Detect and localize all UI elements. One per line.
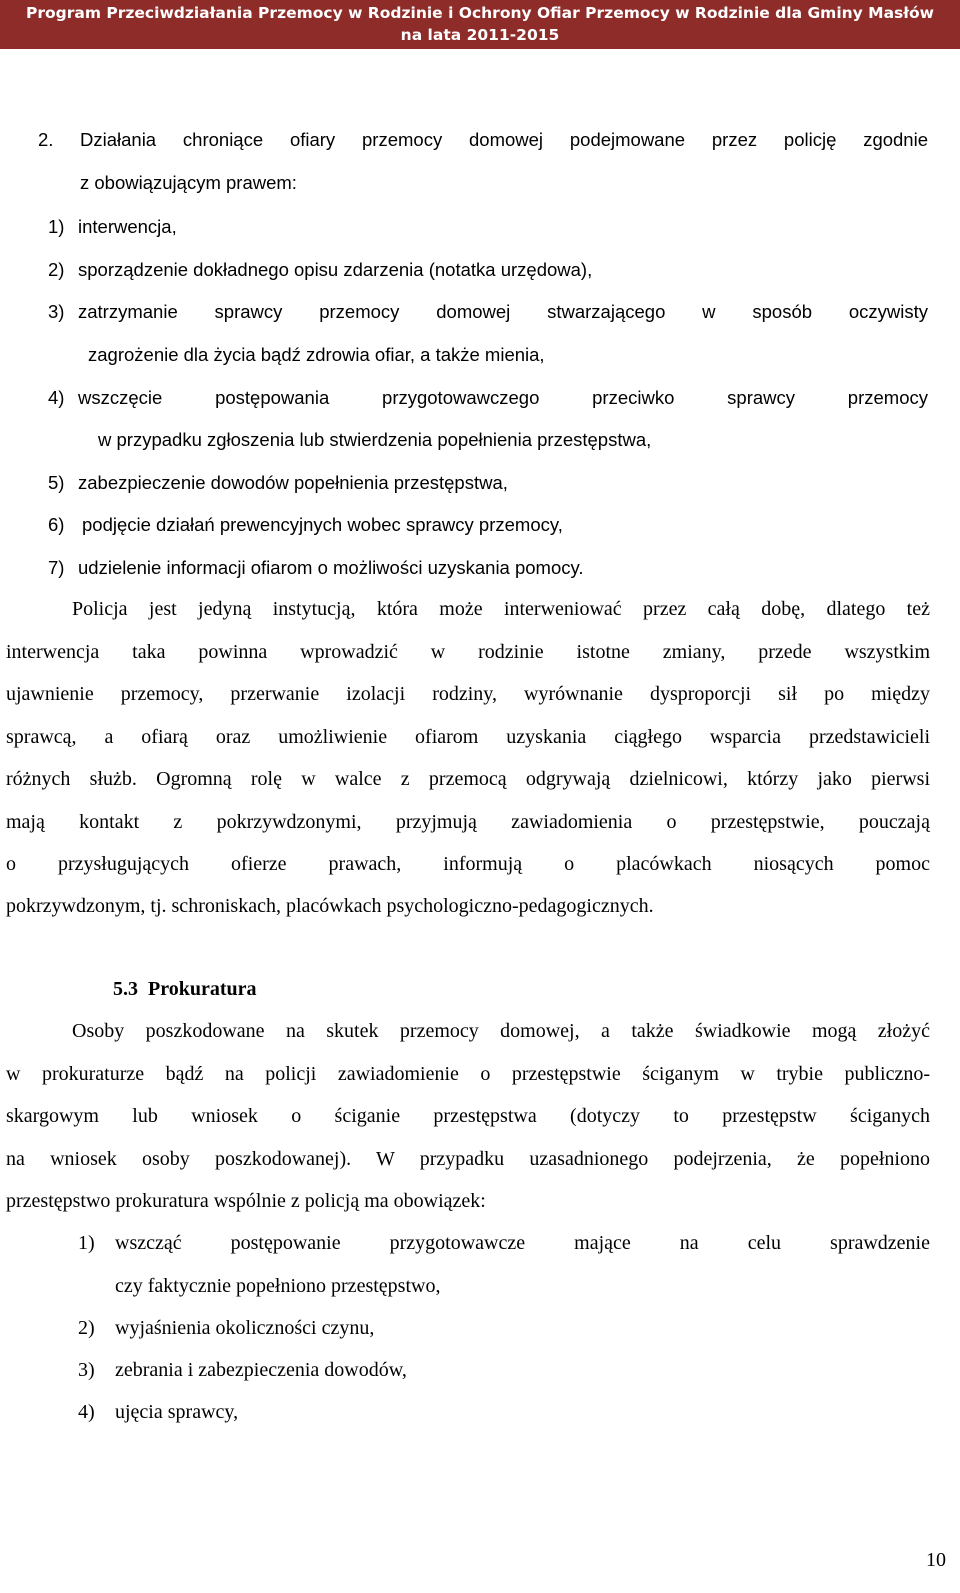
list-item: wyjaśnienia okoliczności czynu,: [115, 1317, 375, 1339]
section-title: Prokuratura: [148, 978, 257, 1000]
list-item: udzielenie informacji ofiarom o możliwości uzyskania pomocy.: [78, 557, 584, 578]
list-item-number: 4): [78, 1401, 95, 1423]
list-item: wszczęcie postępowania przygotowawczego przeciwko sprawcy przemocy: [78, 387, 928, 408]
list-item: podjęcie działań prewencyjnych wobec sprawcy przemocy,: [82, 514, 563, 535]
list-item: zebrania i zabezpieczenia dowodów,: [115, 1359, 407, 1381]
heading-number: 2.: [38, 129, 54, 150]
paragraph-line: przestępstwo prokuratura wspólnie z policją ma obowiązek:: [6, 1190, 486, 1212]
document-header: [0, 0, 960, 49]
list-item: wszcząć postępowanie przygotowawcze mające na celu sprawdzenie: [115, 1232, 930, 1254]
list-item: zabezpieczenie dowodów popełnienia przestępstwa,: [78, 472, 508, 493]
paragraph-line: Policja jest jedyną instytucją, która może interweniować przez całą dobę, dlatego też: [72, 598, 930, 620]
section-number: 5.3: [113, 978, 138, 1000]
list-item-number: 2): [78, 1317, 95, 1339]
paragraph-line: skargowym lub wniosek o ściganie przestępstwa (dotyczy to przestępstw ściganych: [6, 1105, 930, 1127]
header-subtitle: na lata 2011-2015: [400, 26, 560, 44]
paragraph-line: sprawcą, a ofiarą oraz umożliwienie ofiarom uzyskania ciągłego wsparcia przedstawicieli: [6, 726, 930, 748]
page-number: 10: [926, 1549, 946, 1571]
paragraph-line: pokrzywdzonym, tj. schroniskach, placówkach psychologiczno-pedagogicznych.: [6, 895, 654, 917]
paragraph-line: na wniosek osoby poszkodowanej). W przypadku uzasadnionego podejrzenia, że popełniono: [6, 1148, 930, 1170]
paragraph-line: o przysługujących ofierze prawach, informują o placówkach niosących pomoc: [6, 853, 930, 875]
list-item-number: 4): [48, 387, 65, 408]
paragraph-line: różnych służb. Ogromną rolę w walce z przemocą odgrywają dzielnicowi, którzy jako pierwsi: [6, 768, 930, 790]
heading-line-1: Działania chroniące ofiary przemocy domowej podejmowane przez policję zgodnie: [80, 129, 928, 150]
paragraph-line: Osoby poszkodowane na skutek przemocy domowej, a także świadkowie mogą złożyć: [72, 1020, 930, 1042]
list-item-continued: zagrożenie dla życia bądź zdrowia ofiar, a także mienia,: [88, 344, 545, 365]
list-item-continued: czy faktycznie popełniono przestępstwo,: [115, 1275, 441, 1297]
list-item-number: 1): [48, 216, 65, 237]
header-title: Program Przeciwdziałania Przemocy w Rodzinie i Ochrony Ofiar Przemocy w Rodzinie dla Gminy Masłów: [26, 4, 934, 22]
list-item: sporządzenie dokładnego opisu zdarzenia (notatka urzędowa),: [78, 259, 593, 280]
paragraph-line: mają kontakt z pokrzywdzonymi, przyjmują zawiadomienia o przestępstwie, pouczają: [6, 811, 930, 833]
list-item: interwencja,: [78, 216, 177, 237]
list-item-number: 7): [48, 557, 65, 578]
list-item-number: 5): [48, 472, 65, 493]
list-item-number: 3): [48, 301, 65, 322]
list-item: zatrzymanie sprawcy przemocy domowej stwarzającego w sposób oczywisty: [78, 301, 928, 322]
list-item-number: 1): [78, 1232, 95, 1254]
paragraph-line: ujawnienie przemocy, przerwanie izolacji rodziny, wyrównanie dysproporcji sił po między: [6, 683, 930, 705]
paragraph-line: w prokuraturze bądź na policji zawiadomienie o przestępstwie ściganym w trybie publiczno-: [6, 1063, 930, 1085]
list-item-number: 2): [48, 259, 65, 280]
paragraph-line: interwencja taka powinna wprowadzić w rodzinie istotne zmiany, przede wszystkim: [6, 641, 930, 663]
list-item-number: 3): [78, 1359, 95, 1381]
heading-line-2: z obowiązującym prawem:: [80, 172, 297, 193]
list-item-number: 6): [48, 514, 65, 535]
list-item: ujęcia sprawcy,: [115, 1401, 239, 1423]
list-item-continued: w przypadku zgłoszenia lub stwierdzenia popełnienia przestępstwa,: [98, 429, 652, 450]
